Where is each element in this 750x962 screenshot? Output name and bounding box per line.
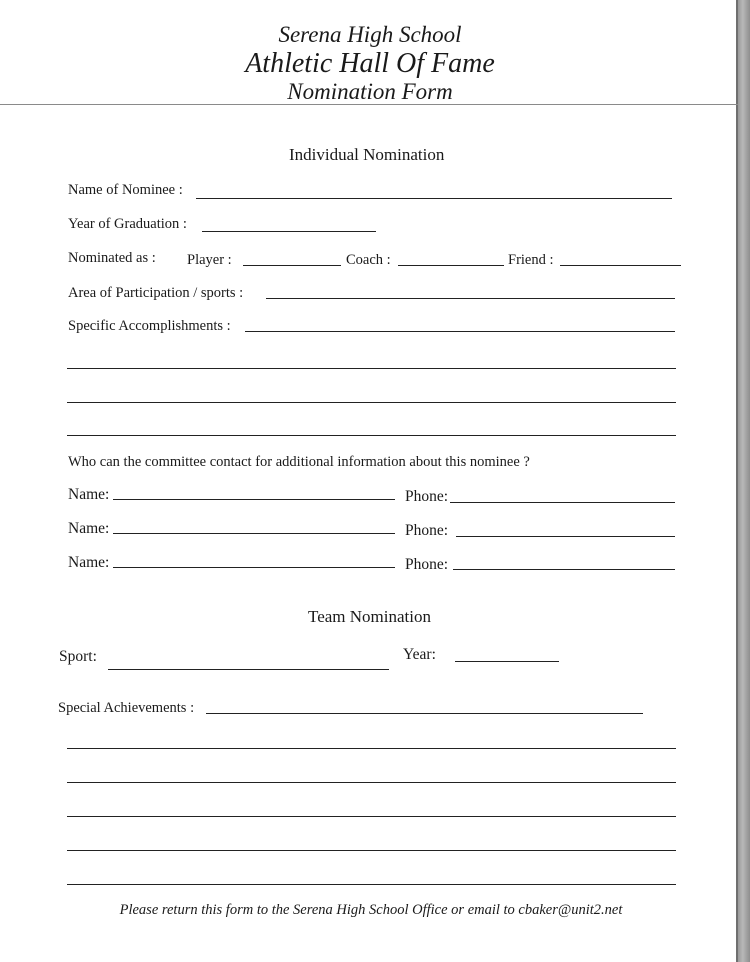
contact-phone-field[interactable] [456,536,675,537]
achievements-line-5[interactable] [67,884,676,885]
individual-nomination-heading: Individual Nomination [289,145,445,164]
achievements-line-3[interactable] [67,816,676,817]
team-nomination-heading: Team Nomination [308,607,431,626]
contact-name-field[interactable] [113,533,395,534]
year-of-graduation-field[interactable] [202,231,376,232]
accomplishments-line-1[interactable] [67,368,676,369]
contact-phone-label: Phone: [405,488,449,505]
contact-name-label: Name: [68,554,110,571]
accomplishments-line-2[interactable] [67,402,676,403]
player-field[interactable] [243,265,341,266]
contact-name-field[interactable] [113,567,395,568]
specific-accomplishments-field[interactable] [245,331,675,332]
nominated-as-label: Nominated as : [68,250,156,266]
school-name: Serena High School [278,22,462,47]
year-label: Year: [403,646,436,663]
contact-phone-field[interactable] [453,569,675,570]
specific-accomplishments-label: Specific Accomplishments : [68,318,231,334]
header-divider [0,104,738,105]
contact-phone-label: Phone: [405,556,449,573]
form-subtitle: Nomination Form [287,79,453,104]
contact-phone-label: Phone: [405,522,449,539]
achievements-line-4[interactable] [67,850,676,851]
achievements-line-2[interactable] [67,782,676,783]
area-of-participation-field[interactable] [266,298,675,299]
name-of-nominee-label: Name of Nominee : [68,182,183,198]
achievements-line-1[interactable] [67,748,676,749]
area-of-participation-label: Area of Participation / sports : [68,285,244,301]
player-label: Player : [187,252,232,268]
friend-label: Friend : [508,252,554,268]
contact-question: Who can the committee contact for additional information about this nominee ? [68,454,530,470]
special-achievements-field[interactable] [206,713,643,714]
friend-field[interactable] [560,265,681,266]
contact-name-field[interactable] [113,499,395,500]
year-field[interactable] [455,661,559,662]
coach-label: Coach : [346,252,391,268]
special-achievements-label: Special Achievements : [58,700,195,716]
accomplishments-line-3[interactable] [67,435,676,436]
sport-field[interactable] [108,669,389,670]
coach-field[interactable] [398,265,504,266]
form-title: Athletic Hall Of Fame [245,48,495,79]
year-of-graduation-label: Year of Graduation : [68,216,187,232]
footer-note: Please return this form to the Serena High School Office or email to cbaker@unit2.net [119,902,623,918]
contact-name-label: Name: [68,486,110,503]
sport-label: Sport: [59,648,97,665]
name-of-nominee-field[interactable] [196,198,672,199]
contact-name-label: Name: [68,520,110,537]
page-edge [738,0,750,962]
contact-phone-field[interactable] [450,502,675,503]
